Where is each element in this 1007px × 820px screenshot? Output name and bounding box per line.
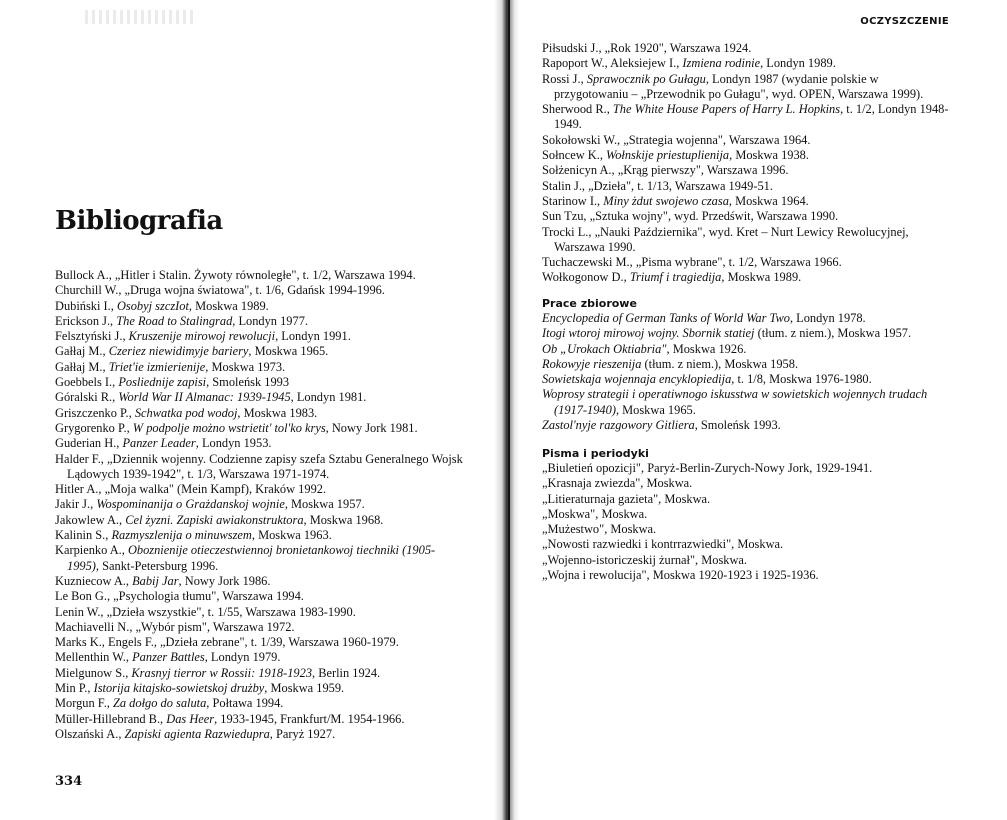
entry-publication: , Moskwa. — [604, 522, 657, 537]
entry-publication: , t. 1/2, Warszawa 1966. — [722, 255, 842, 270]
entry-author: Karpienko A., — [55, 543, 128, 558]
entry-title: Posliednije zapisi — [118, 375, 207, 390]
entry-title: „Wybór pism" — [135, 619, 207, 634]
entry-author: Jakowlew A., — [55, 512, 126, 527]
entry-publication: , t. 1/2, Londyn 1948-1949. — [554, 102, 949, 132]
entry-publication: , t. 1/39, Warszawa 1960-1979. — [244, 635, 399, 650]
entry-title: Panzer Leader — [122, 436, 196, 451]
entry-title: „Druga wojna światowa" — [124, 283, 250, 298]
entry-publication: , Warszawa 1964. — [722, 132, 811, 147]
entry-author: Wołkogonow D., — [542, 270, 630, 285]
entry-publication: , Moskwa 1973. — [205, 359, 286, 374]
entry-title: „Litieraturnaja gazieta" — [542, 491, 659, 506]
entry-title: Oboznienije otieczestwiennoj bronietankowoj tiechniki (1905-1995) — [67, 543, 436, 573]
left-page — [0, 0, 494, 820]
bibliography-entry — [542, 357, 952, 372]
entry-publication: , t. 1/3, Warszawa 1971-1974. — [181, 466, 330, 481]
entry-publication: , Smoleńsk 1993. — [694, 418, 781, 433]
entry-publication: , Londyn 1978. — [789, 311, 866, 325]
entry-title: „Krasnaja zwiezda" — [542, 476, 641, 491]
periodicals-list — [542, 461, 952, 583]
bibliography-entry — [542, 56, 952, 71]
entry-title: „Sztuka wojny" — [589, 209, 668, 224]
entry-publication: , Moskwa 1989. — [188, 298, 269, 313]
bibliography-entry — [542, 326, 952, 341]
entry-publication: , Moskwa 1963. — [251, 528, 332, 543]
entry-title: Rokowyje rieszenija — [542, 356, 642, 371]
bibliography-entry — [55, 681, 463, 696]
book-spine — [494, 0, 520, 820]
bibliography-entry — [55, 390, 463, 405]
entry-author: Erickson J., — [55, 313, 117, 328]
entry-title: Krasnyj tierror w Rossii: 1918-1923 — [131, 665, 313, 680]
entry-publication: , Warszawa 1924. — [663, 41, 752, 55]
entry-publication: , Warszawa 1996. — [700, 163, 789, 178]
entry-title: Izmiena rodinie — [682, 56, 761, 71]
entry-title: Osobyj szczIot — [116, 298, 189, 313]
entry-publication: , Londyn 1953. — [195, 436, 272, 451]
entry-author: Kalinin S., — [55, 528, 112, 543]
entry-publication: , Londyn 1991. — [275, 329, 351, 344]
entry-title: Itogi wtoroj mirowoj wojny. Sbornik statiej — [542, 326, 755, 341]
entry-author: Müller-Hillebrand B., — [55, 711, 167, 726]
entry-publication: , Paryż 1927. — [269, 726, 336, 741]
entry-author: Sun Tzu, — [542, 209, 590, 224]
bibliography-entry — [55, 497, 463, 512]
entry-author: Min P., — [55, 681, 94, 696]
entry-publication: , Warszawa 1972. — [206, 619, 295, 634]
entry-publication: , Moskwa 1968. — [303, 512, 384, 527]
bibliography-entry — [55, 605, 463, 620]
entry-title: Ob „Urokach Oktiabria" — [542, 341, 667, 356]
entry-author: Gałłaj M., — [55, 344, 109, 359]
entry-publication: , Londyn 1989. — [760, 56, 836, 71]
entry-publication: , Londyn 1987 (wydanie polskie w przygotowaniu – „Przewodnik po Gułagu", wyd. OPEN, Warszawa 1999). — [554, 71, 924, 101]
entry-title: „Mużestwo" — [542, 522, 605, 537]
entry-publication: , Nowy Jork 1981. — [325, 420, 418, 435]
bibliography-entry — [542, 41, 952, 56]
bibliography-entry — [55, 666, 463, 681]
entry-publication: , Moskwa 1959. — [264, 681, 345, 696]
entry-title: The White House Papers of Harry L. Hopkins — [612, 102, 841, 117]
entry-title: „Dzieła zebrane" — [160, 635, 245, 650]
entry-author: Sherwood R., — [542, 102, 613, 117]
entry-author: Piłsudski J., — [542, 41, 605, 55]
bibliography-title: Bibliografia — [55, 206, 223, 236]
bibliography-entry — [55, 589, 463, 604]
entry-author: Rossi J., — [542, 71, 587, 86]
entry-title: Babij Jar — [132, 573, 179, 588]
entry-title: Wołnskije priestuplienija — [606, 148, 730, 163]
entry-author: Trocki L., — [542, 224, 595, 239]
entry-publication: , Moskwa 1983. — [237, 405, 318, 420]
entry-publication: , Moskwa. — [595, 506, 648, 521]
bibliography-entry — [542, 476, 952, 491]
bibliography-entry — [542, 194, 952, 209]
entry-title: Triumf i tragiedija — [629, 270, 722, 285]
entry-publication: , Moskwa 1920-1923 i 1925-1936. — [646, 568, 819, 583]
entry-publication: , Moskwa 1938. — [729, 148, 809, 163]
entry-publication: , t. 1/13, Warszawa 1949-51. — [631, 178, 773, 193]
entry-author: Tuchaczewski M., — [542, 255, 636, 270]
bibliography-entry — [55, 299, 463, 314]
entry-title: Sowietskaja wojennaja encyklopiedija — [542, 372, 732, 387]
bibliography-entry — [542, 507, 952, 522]
entry-title: Zapiski agienta Razwiedupra — [124, 726, 270, 741]
entry-author: Morgun F., — [55, 696, 113, 711]
entry-title: „Moja walka" (Mein Kampf) — [104, 482, 249, 497]
bibliography-entry — [55, 620, 463, 635]
entry-title: Encyclopedia of German Tanks of World War Two — [542, 311, 790, 325]
entry-title: „Strategia wojenna" — [623, 132, 723, 147]
entry-title: Razmyszlenija o minuwszem — [111, 528, 252, 543]
entry-publication: , Londyn 1981. — [290, 390, 367, 405]
bibliography-entry — [542, 133, 952, 148]
entry-publication: , Moskwa. — [731, 537, 784, 552]
entry-author: Halder F., — [55, 451, 107, 466]
entry-title: „Dzieła" — [588, 178, 632, 193]
bibliography-entry — [542, 522, 952, 537]
right-main-block — [542, 41, 952, 286]
entry-title: „Psychologia tłumu" — [113, 589, 217, 604]
entry-title: Schwatka pod wodoj — [134, 405, 238, 420]
entry-title: Kruszenije mirowoj rewolucji — [128, 329, 276, 344]
entry-title: „Nowosti razwiedki i kontrrazwiedki" — [542, 537, 732, 552]
entry-publication: , Moskwa 1957. — [284, 497, 365, 512]
entry-title: Woprosy strategii i operatiwnogo iskusstwa w sowietskich wojennych trudach (1917-1940) — [542, 387, 928, 417]
entry-title: Panzer Battles — [132, 650, 205, 665]
right-bibliography-list — [542, 41, 952, 286]
entry-title: „Hitler i Stalin. Żywoty równoległe" — [114, 268, 297, 282]
entry-title: Zastol'nyje razgowory Gitliera — [542, 418, 695, 433]
bibliography-entry — [55, 375, 463, 390]
bibliography-entry — [55, 712, 463, 727]
bibliography-entry — [55, 696, 463, 711]
bibliography-entry — [542, 102, 952, 133]
bibliography-entry — [55, 436, 463, 451]
bibliography-entry — [55, 727, 463, 742]
entry-author: Machiavelli N., — [55, 619, 136, 634]
entry-publication: , t. 1/6, Gdańsk 1994-1996. — [249, 283, 385, 298]
entry-title: „Wojenno-istoriczeskij żurnał" — [542, 552, 696, 567]
entry-author: Grygorenko P., — [55, 420, 133, 435]
entry-publication: , wyd. Przedświt, Warszawa 1990. — [667, 209, 839, 224]
entry-title: Das Heer — [166, 711, 215, 726]
entry-publication: , Moskwa 1989. — [721, 270, 802, 285]
entry-publication: , Londyn 1979. — [204, 650, 281, 665]
bibliography-entry — [542, 372, 952, 387]
bibliography-entry — [55, 283, 463, 298]
entry-author: Góralski R., — [55, 390, 119, 405]
running-head: OCZYSZCZENIE — [860, 16, 949, 27]
bibliography-entry — [55, 421, 463, 436]
bibliography-entry — [55, 635, 463, 650]
bibliography-entry — [55, 360, 463, 375]
entry-author: Gałłaj M., — [55, 359, 109, 374]
entry-title: „Rok 1920" — [604, 41, 664, 55]
bibliography-entry — [55, 543, 463, 574]
entry-title: Wospominanija o Grażdanskoj wojnie — [96, 497, 285, 512]
entry-title: Istorija kitajsko-sowietskoj drużby — [93, 681, 265, 696]
periodicals-section — [542, 446, 952, 583]
entry-publication: , Londyn 1977. — [232, 313, 308, 328]
entry-title: Triet'ie izmierienije — [108, 359, 206, 374]
bibliography-entry — [55, 528, 463, 543]
entry-publication: , Moskwa 1965. — [615, 402, 696, 417]
entry-publication: , Moskwa. — [658, 491, 711, 506]
entry-title: „Dzieła wszystkie" — [106, 604, 202, 619]
right-page — [520, 0, 1007, 820]
bibliography-entry — [542, 163, 952, 178]
bibliography-entry — [55, 314, 463, 329]
bibliography-entry — [542, 492, 952, 507]
entry-publication: , Moskwa 1965. — [248, 344, 329, 359]
bibliography-entry — [542, 461, 952, 476]
bibliography-entry — [55, 513, 463, 528]
bibliography-entry — [542, 209, 952, 224]
entry-title: Miny żdut swojewo czasa — [603, 193, 729, 208]
bibliography-entry — [55, 268, 463, 283]
entry-title: Cel żyzni. Zapiski awiakonstruktora — [125, 512, 304, 527]
entry-publication: , Moskwa 1964. — [728, 193, 809, 208]
bibliography-entry — [55, 574, 463, 589]
entry-author: Rapoport W., Aleksiejew I., — [542, 56, 683, 71]
left-bibliography-list — [55, 268, 463, 742]
bibliography-entry — [542, 387, 952, 418]
page-smudge — [85, 10, 195, 24]
bibliography-entry — [55, 406, 463, 421]
entry-title: „Dziennik wojenny. Codzienne zapisy szefa Sztabu Generalnego Wojsk Lądowych 1939-1942" — [67, 451, 463, 481]
entry-publication: , Nowy Jork 1986. — [178, 573, 271, 588]
entry-author: Guderian H., — [55, 436, 123, 451]
entry-title: „Pisma wybrane" — [635, 255, 723, 270]
section-heading-collective: Prace zbiorowe — [542, 297, 637, 310]
entry-author: Hitler A., — [55, 482, 105, 497]
entry-author: Felsztyński J., — [55, 329, 129, 344]
section-heading-periodicals: Pisma i periodyki — [542, 447, 649, 460]
entry-title: World War II Almanac: 1939-1945 — [118, 390, 291, 405]
entry-publication: , t. 1/8, Moskwa 1976-1980. — [731, 372, 872, 387]
entry-publication: (tłum. z niem.), Moskwa 1957. — [754, 326, 912, 341]
entry-publication: , Smoleńsk 1993 — [206, 375, 290, 390]
entry-author: Churchill W., — [55, 283, 125, 298]
entry-author: Jakir J., — [55, 497, 97, 512]
entry-author: Griszczenko P., — [55, 405, 135, 420]
bibliography-entry — [542, 270, 952, 285]
entry-publication: , t. 1/2, Warszawa 1994. — [296, 268, 416, 282]
entry-author: Le Bon G., — [55, 589, 114, 604]
collective-works-list — [542, 311, 952, 433]
gutter-line — [508, 0, 510, 820]
bibliography-entry — [55, 329, 463, 344]
bibliography-entry — [542, 568, 952, 583]
entry-publication: , Moskwa 1926. — [666, 341, 747, 356]
bibliography-entry — [55, 482, 463, 497]
entry-author: Starinow I., — [542, 193, 604, 208]
bibliography-entry — [55, 344, 463, 359]
entry-title: „Wojna i rewolucija" — [542, 568, 647, 583]
entry-author: Goebbels I., — [55, 375, 119, 390]
entry-title: Za dołgo do saluta — [113, 696, 207, 711]
entry-title: The Road to Stalingrad — [116, 313, 233, 328]
entry-title: W podpolje możno wstrietit' tol'ko krys — [132, 420, 326, 435]
entry-publication: , Paryż-Berlin-Zurych-Nowy Jork, 1929-1941. — [641, 461, 873, 475]
bibliography-entry — [542, 179, 952, 194]
entry-author: Dubiński I., — [55, 298, 117, 313]
entry-author: Olszański A., — [55, 726, 125, 741]
entry-publication: , Warszawa 1994. — [216, 589, 304, 604]
entry-publication: , wyd. Kret – Nurt Lewicy Rewolucyjnej, Warszawa 1990. — [554, 224, 909, 254]
page-number: 334 — [55, 774, 83, 789]
entry-author: Mellenthin W., — [55, 650, 133, 665]
entry-title: „Krąg pierwszy" — [617, 163, 701, 178]
bibliography-entry — [542, 537, 952, 552]
entry-publication: , t. 1/55, Warszawa 1983-1990. — [201, 604, 356, 619]
bibliography-entry — [542, 553, 952, 568]
entry-publication: , Berlin 1924. — [312, 665, 381, 680]
bibliography-entry — [55, 650, 463, 665]
entry-publication: , Sankt-Petersburg 1996. — [95, 558, 219, 573]
bibliography-entry — [542, 342, 952, 357]
entry-publication: (tłum. z niem.), Moskwa 1958. — [641, 356, 799, 371]
entry-author: Sokołowski W., — [542, 132, 624, 147]
entry-publication: , Moskwa. — [695, 552, 748, 567]
entry-title: Sprawocznik po Gułagu — [586, 71, 706, 86]
entry-title: „Moskwa" — [542, 506, 596, 521]
entry-author: Sołżenicyn A., — [542, 163, 618, 178]
bibliography-entry — [542, 72, 952, 103]
bibliography-entry — [542, 418, 952, 433]
collective-works-section — [542, 296, 952, 433]
entry-author: Sołncew K., — [542, 148, 607, 163]
entry-author: Mielgunow S., — [55, 665, 132, 680]
bibliography-entry — [542, 255, 952, 270]
entry-author: Stalin J., — [542, 178, 589, 193]
entry-author: Marks K., Engels F., — [55, 635, 161, 650]
bibliography-entry — [55, 452, 463, 483]
bibliography-entry — [542, 225, 952, 256]
entry-author: Kuzniecow A., — [55, 573, 133, 588]
entry-author: Bullock A., — [55, 268, 115, 282]
entry-title: Czeriez niewidimyje bariery — [108, 344, 249, 359]
entry-publication: , 1933-1945, Frankfurt/M. 1954-1966. — [214, 711, 405, 726]
entry-publication: , Połtawa 1994. — [206, 696, 284, 711]
entry-author: Lenin W., — [55, 604, 107, 619]
entry-title: „Nauki Październikа" — [594, 224, 703, 239]
bibliography-entry — [542, 311, 952, 326]
entry-publication: , Moskwa. — [640, 476, 693, 491]
entry-title: „Biuletień opozicji" — [542, 461, 641, 475]
bibliography-entry — [542, 148, 952, 163]
entry-publication: , Kraków 1992. — [248, 482, 327, 497]
